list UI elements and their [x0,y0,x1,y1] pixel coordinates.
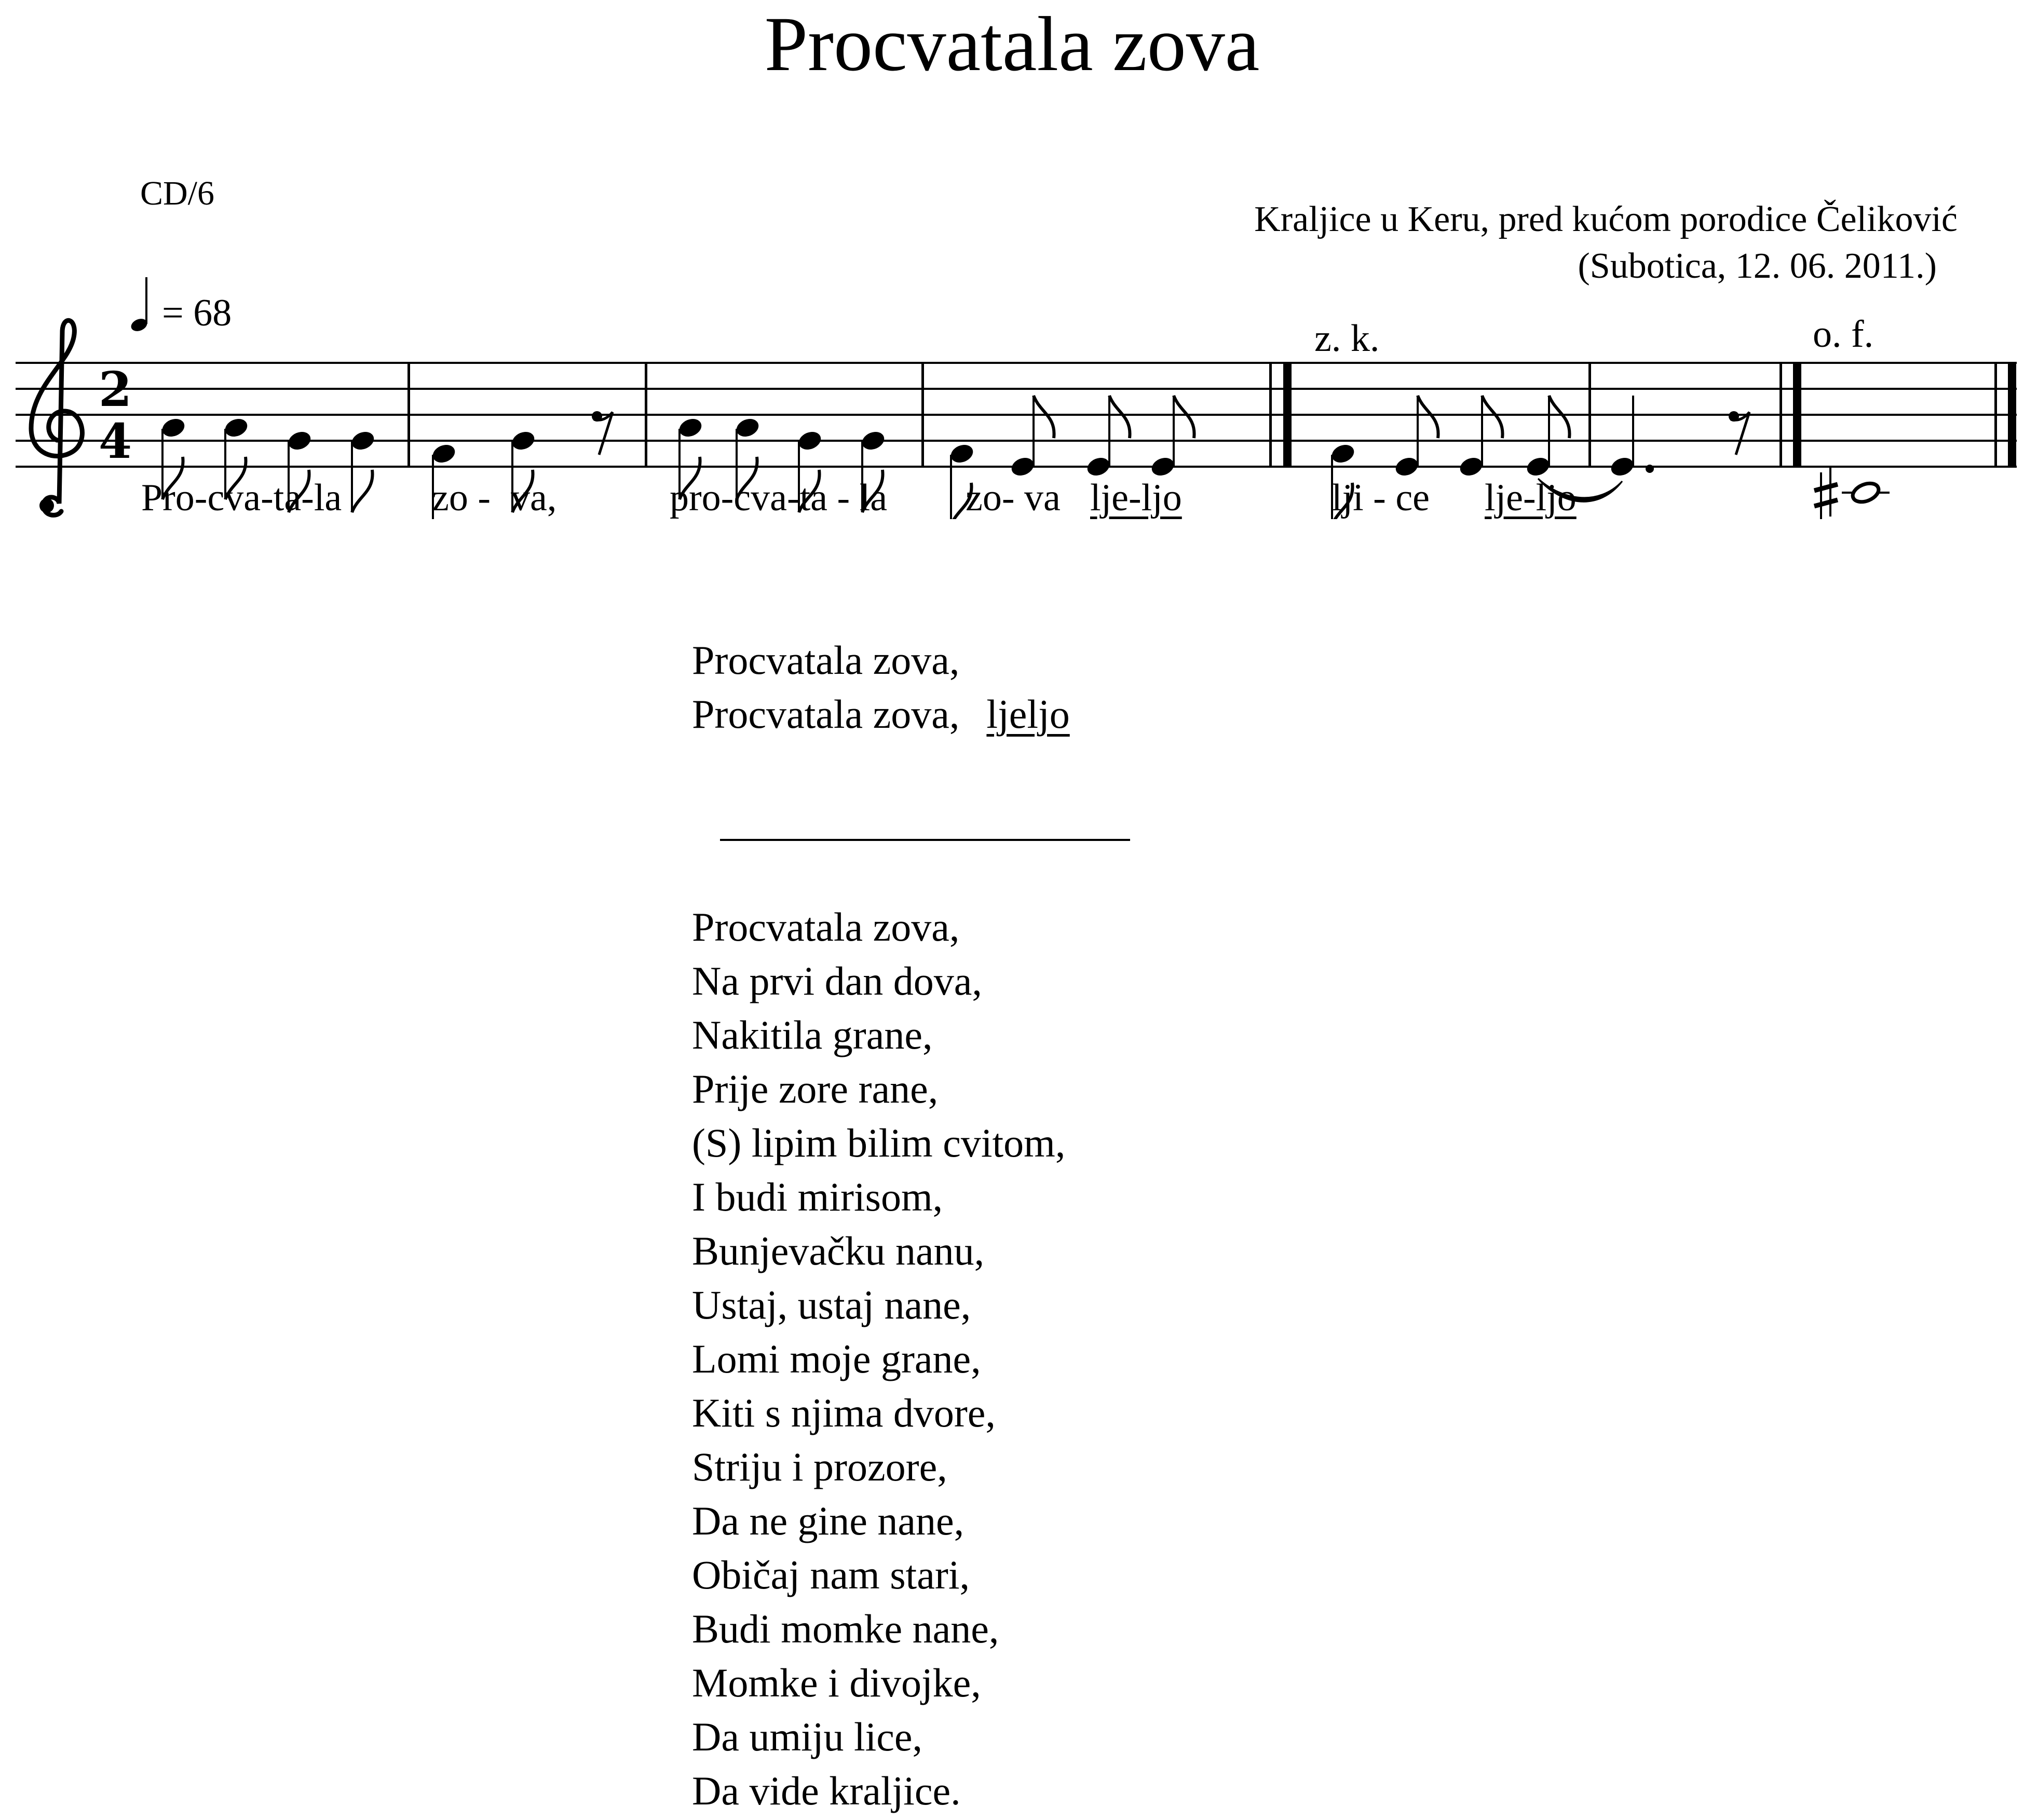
sharp-icon [1814,467,1838,519]
lyric-refrain-syllables: lje-ljo [1090,477,1182,519]
cd-track-label: CD/6 [140,174,215,212]
verse-line: Nakitila grane, [692,1012,933,1057]
verse-line: Običaj nam stari, [692,1552,970,1597]
recording-location: Kraljice u Keru, pred kućom porodice Čeliković [1254,199,1958,239]
verse-line: Budi momke nane, [692,1606,999,1651]
verse-line: (S) lipim bilim cvitom, [692,1120,1066,1165]
note [349,429,377,512]
note [1850,480,1881,505]
verse-line: I budi mirisom, [692,1174,943,1219]
eighth-rest-icon [1729,411,1749,455]
verse-line: Ustaj, ustaj nane, [692,1282,971,1327]
verse-line: Da vide kraljice. [692,1768,961,1813]
time-signature-top: 2 [98,361,132,417]
verse-line: Kiti s njima dvore, [692,1390,996,1435]
verse-line: Bunjevačku nanu, [692,1228,985,1273]
music-staff [0,0,2024,519]
section-mark-of: o. f. [1813,313,1874,356]
refrain-text [692,633,1070,741]
time-signature-bottom: 4 [98,413,132,469]
lyric-syllables: pro-cva-ta - la [670,477,888,519]
note [1609,396,1654,479]
recording-date: (Subotica, 12. 06. 2011.) [1578,246,1937,286]
staff-lines [16,363,2017,467]
verse-line: Procvatala zova, [692,904,960,949]
page-title: Procvatala zova [764,1,1260,87]
refrain-line-text: Procvatala zova, [692,691,960,737]
refrain-line: Procvatala zova, [692,637,960,683]
verse-line: Lomi moje grane, [692,1336,981,1381]
lyric-syllables: va, [511,477,557,519]
time-signature [99,361,132,469]
lyric-refrain-syllables: lje-ljo [1485,477,1577,519]
verse-line: Striju i prozore, [692,1444,947,1489]
verse-line: Da ne gine nane, [692,1498,965,1543]
lyric-syllables: lji - ce [1332,477,1430,519]
verse-line: Da umiju lice, [692,1714,923,1759]
refrain-line [692,687,1070,741]
verse-line: Momke i divojke, [692,1660,981,1705]
separator-line [720,839,1130,841]
eighth-rest-icon [592,411,613,455]
treble-clef-icon [31,320,82,515]
lyric-syllables: Pro-cva-ta-la [141,477,342,519]
section-mark-zk: z. k. [1314,317,1380,360]
refrain-suffix: ljeljo [986,691,1070,737]
lyric-syllables: zo- va [966,477,1061,519]
verse-text [692,900,1065,1818]
verse-line: Prije zore rane, [692,1066,939,1111]
tempo-value: = 68 [162,292,232,334]
verse-line: Na prvi dan dova, [692,958,982,1003]
lyric-syllables: zo - [432,477,491,519]
